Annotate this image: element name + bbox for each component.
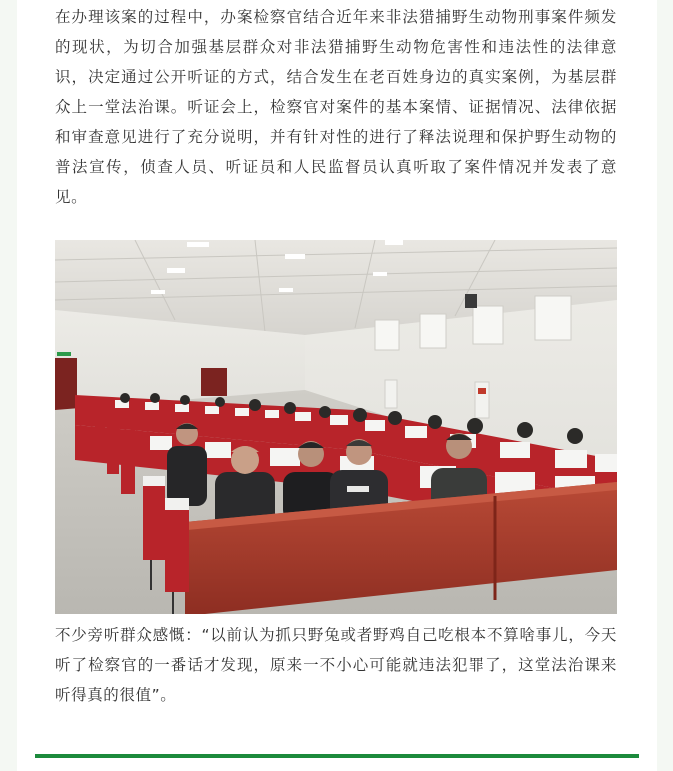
article-paragraph: 在办理该案的过程中，办案检察官结合近年来非法猎捕野生动物刑事案件频发的现状，为切合加强基层群众对非法猎捕野生动物危害性和违法性的法律意识，决定通过公开听证的方式，结合发生在老百姓身边的真实案例，为基层群众上一堂法治课。听证会上，检察官对案件的基本案情、证据情况、法律依据和审查意见进行了充分说明，并有针对性的进行了释法说理和保护野生动物的普法宣传，侦查人员、听证员和人民监督员认真听取了案件情况并发表了意见。 (55, 8, 617, 206)
section-divider (35, 754, 639, 758)
article-paragraph: 不少旁听群众感慨：“以前认为抓只野兔或者野鸡自己吃根本不算啥事儿，今天听了检察官的一番话才发现，原来一不小心可能就违法犯罪了，这堂法治课来听得真的很值”。 (55, 626, 617, 704)
hearing-hall-illustration (55, 240, 617, 614)
article-card (17, 0, 657, 771)
hearing-photo (55, 240, 617, 614)
